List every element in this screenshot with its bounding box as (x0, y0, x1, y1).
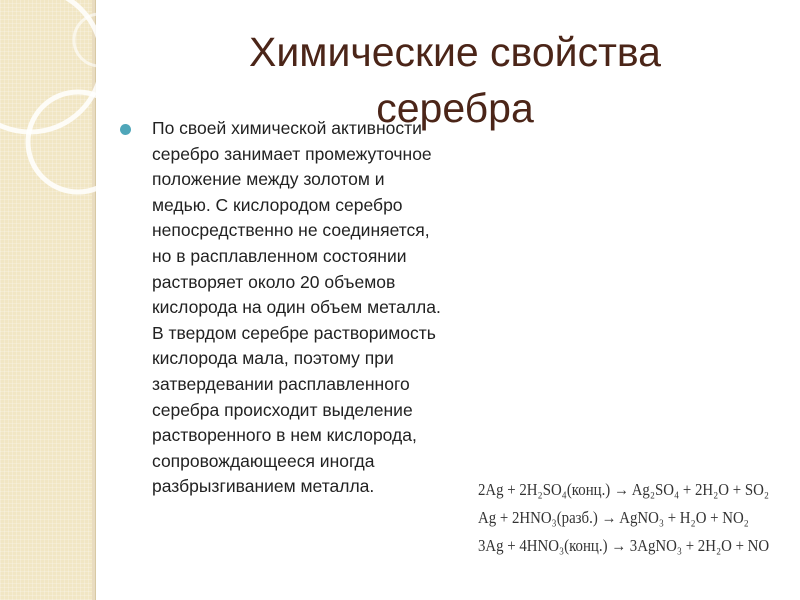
body-line: растворяет около 20 объемов (152, 271, 396, 292)
body-line: затвердевании расплавленного (152, 373, 410, 394)
equation-concentrated-nitric-acid: 3Ag + 4HNO₃(конц.) → 3AgNO₃ + 2H₂O + NO (478, 536, 770, 555)
body-line: серебро занимает промежуточное (152, 143, 432, 164)
body-line: растворенного в нем кислорода, (152, 425, 417, 446)
body-line: непосредственно не соединяется, (152, 220, 430, 241)
decorative-circle-medium (28, 92, 128, 192)
decorative-circle-large (0, 0, 102, 132)
body-line: но в расплавленном состоянии (152, 245, 407, 266)
body-line: По своей химической активности (152, 118, 422, 138)
body-line: кислорода на один объем металла. (152, 297, 441, 318)
bullet-icon (120, 124, 131, 135)
reaction-equations (478, 476, 794, 560)
equation-sulfuric-acid: 2Ag + 2H₂SO₄(конц.) → Ag₂SO₄ + 2H₂O + SO₂ (478, 480, 770, 499)
body-line: В твердом серебре растворимость (152, 322, 436, 343)
body-line: сопровождающееся иногда (152, 450, 375, 471)
body-line: серебра происходит выделение (152, 399, 413, 420)
body-paragraph (152, 116, 532, 500)
body-line: положение между золотом и (152, 169, 385, 190)
slide-title-line-2: серебра (376, 85, 534, 131)
slide-title-line-1: Химические свойства (249, 29, 661, 75)
decorative-circles (0, 0, 140, 260)
equation-dilute-nitric-acid: Ag + 2HNO₃(разб.) → AgNO₃ + H₂O + NO₂ (478, 508, 749, 527)
body-line: кислорода мала, поэтому при (152, 348, 394, 369)
body-line: разбрызгиванием металла. (152, 476, 375, 497)
body-line: медью. С кислородом серебро (152, 194, 403, 215)
